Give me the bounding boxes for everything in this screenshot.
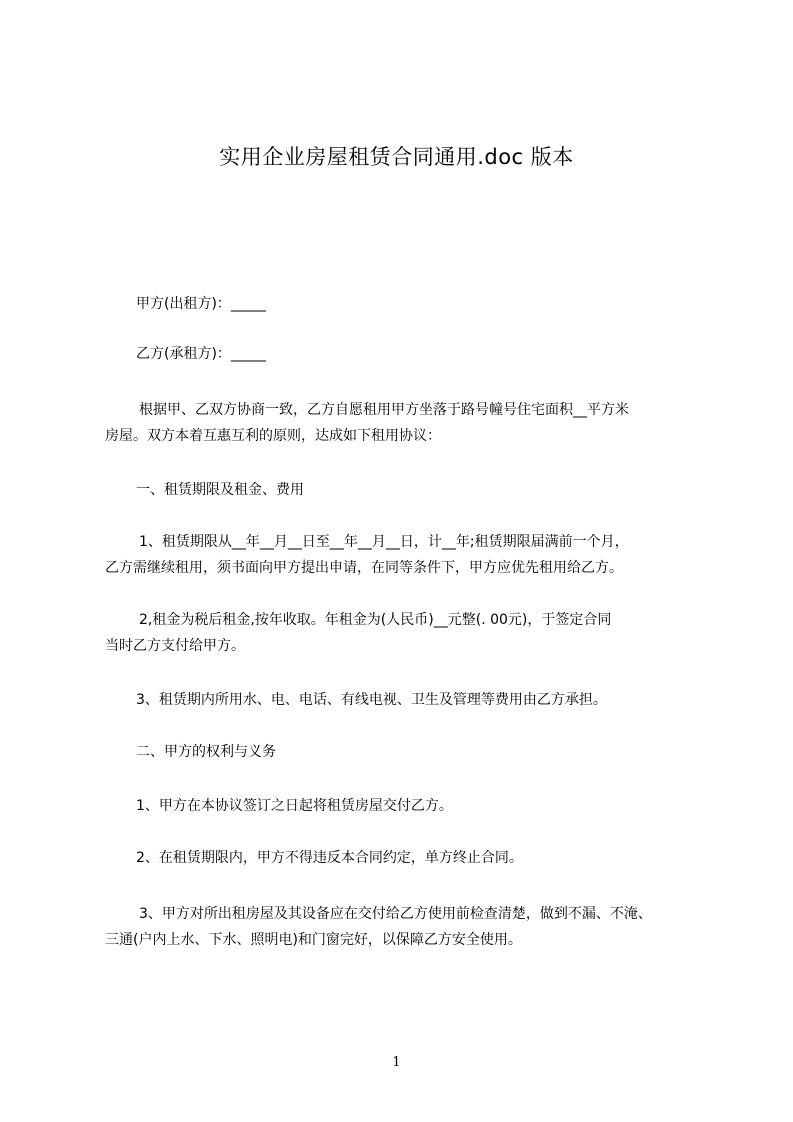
paragraph-line: 房屋。双方本着互惠互利的原则，达成如下租用协议： — [105, 428, 441, 444]
paragraph-line: 1、甲方在本协议签订之日起将租赁房屋交付乙方。 — [136, 798, 453, 814]
paragraph-line: 2、在租赁期限内，甲方不得违反本合同约定，单方终止合同。 — [136, 850, 523, 866]
paragraph-line: 3、甲方对所出租房屋及其设备应在交付给乙方使用前检查清楚，做到不漏、不淹、 — [139, 906, 652, 922]
clause-1-2 — [105, 607, 705, 659]
party-b-line — [136, 341, 736, 367]
paragraph-line: 乙方需继续租用，须书面向甲方提出申请，在同等条件下，甲方应优先租用给乙方。 — [105, 560, 623, 576]
paragraph-line: 二、甲方的权利与义务 — [136, 744, 276, 760]
clause-1-3 — [136, 687, 736, 713]
section-heading-2 — [136, 739, 736, 765]
paragraph-line: 当时乙方支付给甲方。 — [105, 638, 245, 654]
party-a-line — [136, 291, 736, 317]
paragraph-line: 乙方(承租方)：_____ — [136, 346, 266, 362]
paragraph-line: 一、租赁期限及租金、费用 — [136, 482, 304, 498]
document-title: 实用企业房屋租赁合同通用.doc 版本 — [219, 145, 574, 169]
section-heading-1 — [136, 477, 736, 503]
intro-paragraph — [105, 397, 705, 449]
paragraph-line: 三通(户内上水、下水、照明电)和门窗完好，以保障乙方安全使用。 — [105, 932, 522, 948]
paragraph-line: 根据甲、乙双方协商一致，乙方自愿租用甲方坐落于路号幢号住宅面积__平方米 — [139, 402, 629, 418]
paragraph-line: 甲方(出租方)：_____ — [136, 296, 266, 312]
paragraph-line: 2,租金为税后租金,按年收取。年租金为(人民币)__元整(. 00元)，于签定合同 — [139, 612, 612, 628]
paragraph-line: 1、租赁期限从__年__月__日至__年__月__日，计__年;租赁期限届满前一个月， — [139, 534, 629, 550]
clause-2-3 — [105, 901, 705, 953]
clause-2-2 — [136, 845, 736, 871]
clause-2-1 — [136, 793, 736, 819]
paragraph-line: 3、租赁期内所用水、电、电话、有线电视、卫生及管理等费用由乙方承担。 — [136, 692, 607, 708]
clause-1-1 — [105, 529, 705, 581]
page-number: 1 — [392, 1055, 401, 1070]
